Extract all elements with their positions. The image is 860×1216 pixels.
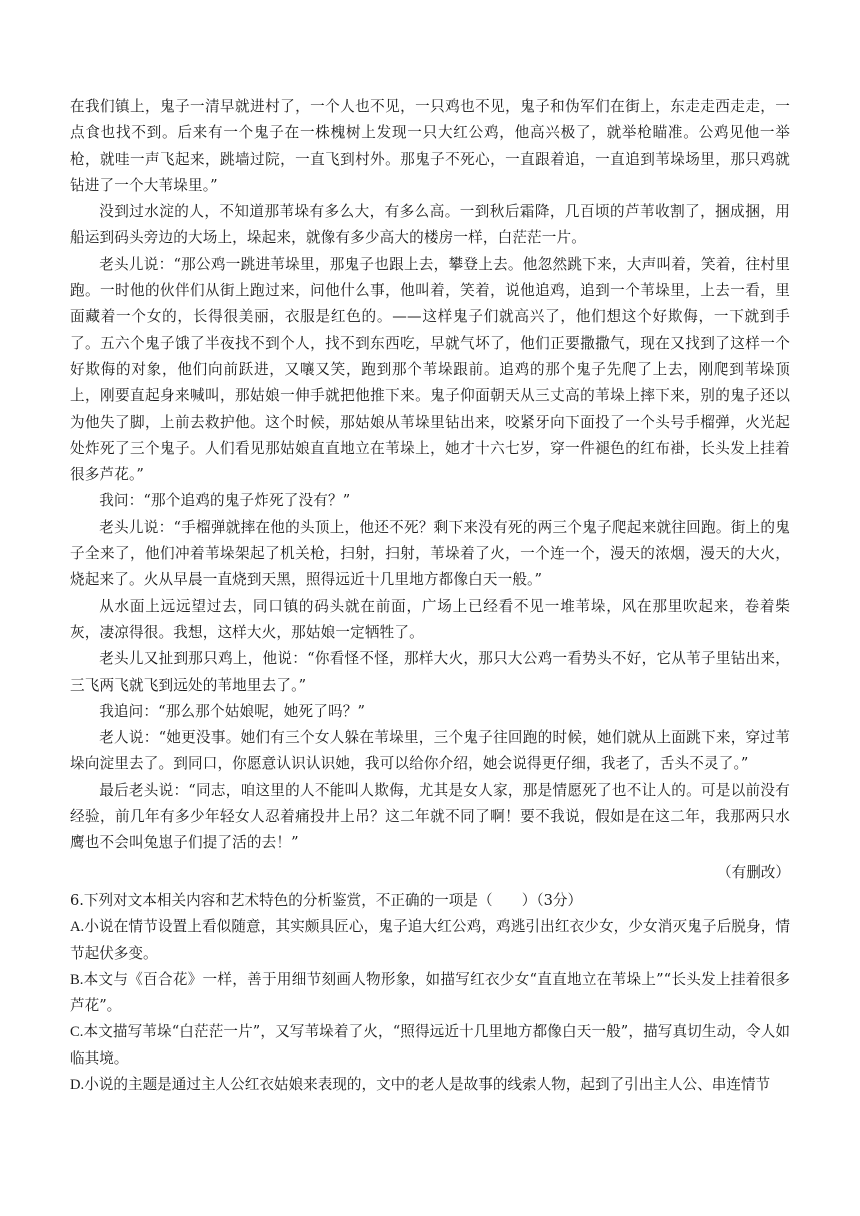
option-c-text: 本文描写苇垛“白茫茫一片”，又写苇垛着了火，“照得远近十几里地方都像白天一般”，描写真切生动，令人如临其境。 (70, 1023, 790, 1067)
option-c (70, 1019, 790, 1072)
option-d-letter: D. (70, 1076, 85, 1093)
option-d (70, 1072, 790, 1098)
passage-paragraph-1: 在我们镇上，鬼子一清早就进村了，一个人也不见，一只鸡也不见，鬼子和伪军们在街上，东走走西走走，一点食也找不到。后来有一个鬼子在一株槐树上发现一只大红公鸡，他高兴极了，就举枪瞄准。公鸡见他一举枪，就哇一声飞起来，跳墙过院，一直飞到村外。那鬼子不死心，一直跟着追，一直追到苇垛场里，那只鸡就钻进了一个大苇垛里。” (70, 98, 790, 194)
passage-paragraph-10: 最后老头说：“同志，咱这里的人不能叫人欺侮，尤其是女人家，那是情愿死了也不让人的。可是以前没有经验，前几年有多少年轻女人忍着痛投井上吊？这二年就不同了啊！要不我说，假如是在这二年，我那两只水鹰也不会叫兔崽子们提了活的去！” (70, 781, 790, 852)
option-b-letter: B. (70, 971, 84, 988)
question-6 (70, 888, 790, 1098)
passage-paragraph-8: 我追问：“那么那个姑娘呢，她死了吗？” (99, 702, 366, 720)
passage-paragraph-3: 老头儿说：“那公鸡一跳进苇垛里，那鬼子也跟上去，攀登上去。他忽然跳下来，大声叫着，笑着，往村里跑。一时他的伙伴们从街上跑过来，问他什么事，他叫着，笑着，说他追鸡，追到一个苇垛里，上去一看，里面藏着一个女的，长得很美丽，衣服是红色的。——这样鬼子们就高兴了，他们想这个好欺侮，一下就到手了。五六个鬼子饿了半夜找不到个人，找不到东西吃，早就气坏了，他们正要撒撒气，现在又找到了这样一个好欺侮的对象，他们向前跃进，又嚷又笑，跑到那个苇垛跟前。追鸡的那个鬼子先爬了上去，刚爬到苇垛顶上，刚要直起身来喊叫，那姑娘一伸手就把他推下来。鬼子仰面朝天从三丈高的苇垛上摔下来，别的鬼子还以为他失了脚，上前去救护他。这个时候，那姑娘从苇垛里钻出来，咬紧牙向下面投了一个头号手榴弹，火光起处炸死了三个鬼子。人们看见那姑娘直直地立在苇垛上，她才十六七岁，穿一件褪色的红布褂，长头发上挂着很多芦花。” (70, 255, 790, 484)
option-a-letter: A. (70, 919, 85, 936)
option-b-text: 本文与《百合花》一样，善于用细节刻画人物形象，如描写红衣少女“直直地立在苇垛上”“长头发上挂着很多芦花”。 (70, 970, 790, 1015)
passage-paragraph-6: 从水面上远远望过去，同口镇的码头就在前面，广场上已经看不见一堆苇垛，风在那里吹起来，卷着柴灰，凄凉得很。我想，这样大火，那姑娘一定牺牲了。 (70, 597, 790, 641)
reading-passage (70, 94, 790, 886)
passage-paragraph-9: 老人说：“她更没事。她们有三个女人躲在苇垛里，三个鬼子往回跑的时候，她们就从上面跳下来，穿过苇垛向淀里去了。到同口，你愿意认识认识她，我可以给你介绍，她会说得更仔细，我老了，舌头不灵了。” (70, 729, 790, 773)
option-a-text: 小说在情节设置上看似随意，其实颇具匠心，鬼子追大红公鸡，鸡逃引出红衣少女，少女消灭鬼子后脱身，情节起伏多变。 (70, 918, 790, 962)
question-stem: 6.下列对文本相关内容和艺术特色的分析鉴赏，不正确的一项是（ ）（3分） (70, 891, 583, 909)
option-c-letter: C. (70, 1024, 84, 1041)
option-d-text: 小说的主题是通过主人公红衣姑娘来表现的，文中的老人是故事的线索人物，起到了引出主人公、串连情节 (84, 1075, 771, 1093)
passage-paragraph-5: 老头儿说：“手榴弹就摔在他的头顶上，他还不死？剩下来没有死的两三个鬼子爬起来就往回跑。街上的鬼子全来了，他们冲着苇垛架起了机关枪，扫射，扫射，苇垛着了火，一个连一个，漫天的浓烟，漫天的大火，烧起来了。火从早晨一直烧到天黑，照得远近十几里地方都像白天一般。” (70, 518, 790, 589)
option-a (70, 914, 790, 967)
passage-paragraph-4: 我问：“那个追鸡的鬼子炸死了没有？” (99, 492, 351, 510)
source-note: （有删改） (717, 863, 790, 881)
passage-paragraph-7: 老头儿又扯到那只鸡上，他说：“你看怪不怪，那样大火，那只大公鸡一看势头不好，它从苇子里钻出来，三飞两飞就飞到远处的苇地里去了。” (70, 650, 790, 694)
passage-paragraph-2: 没到过水淀的人，不知道那苇垛有多么大，有多么高。一到秋后霜降，几百顷的芦苇收割了，捆成捆，用船运到码头旁边的大场上，垛起来，就像有多少高大的楼房一样，白茫茫一片。 (70, 203, 790, 247)
option-b (70, 967, 790, 1020)
